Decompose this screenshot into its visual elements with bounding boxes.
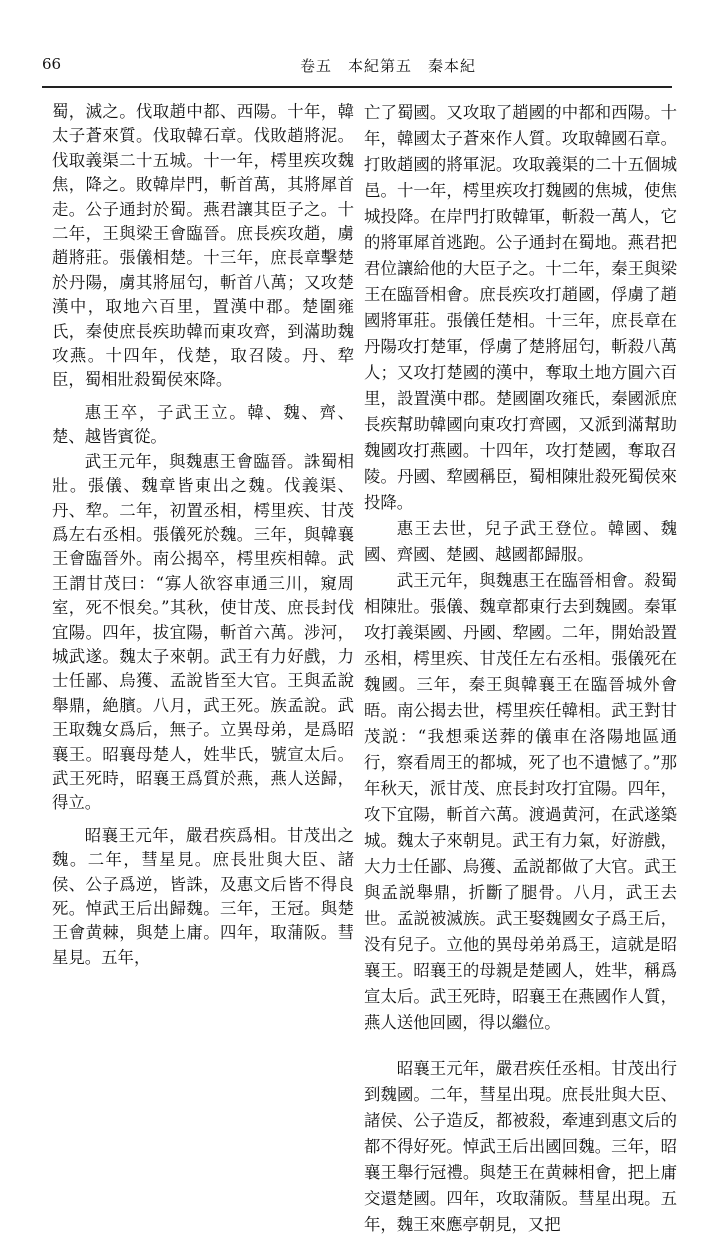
translation-paragraph-2: 惠王去世，兒子武王登位。韓國、魏國、齊國、楚國、越國都歸服。 bbox=[364, 519, 677, 564]
classical-paragraph-1: 蜀，滅之。伐取趙中都、西陽。十年，韓太子蒼來質。伐取韓石章。伐敗趙將泥。伐取義渠二十五城。十一年，樗里疾攻魏焦，降之。敗韓岸門，斬首萬，其將犀首走。公子通封於蜀。燕君讓其臣子之。十二年，王與梁王會臨晉。庶長疾攻趙，虜趙將莊。張儀相楚。十三年，庶長章擊楚於丹陽，虜其將屈匄，斬首八萬；又攻楚漢中，取地六百里，置漢中郡。楚圍雍氏，秦使庶長疾助韓而東攻齊，到滿助魏攻燕。十四年，伐楚，取召陵。丹、犂臣，蜀相壯殺蜀侯來降。 bbox=[52, 102, 354, 390]
classical-paragraph-4: 昭襄王元年，嚴君疾爲相。甘茂出之魏。二年，彗星見。庶長壯與大臣、諸侯、公子爲逆，皆誅，及惠文后皆不得良死。悼武王后出歸魏。三年，王冠。與楚王會黄棘，與楚上庸。四年，取蒲阪。彗星見。五年， bbox=[52, 825, 354, 967]
translation-paragraph-1: 亡了蜀國。又攻取了趙國的中都和西陽。十年，韓國太子蒼來作人質。攻取韓國石章。打敗趙國的將軍泥。攻取義渠的二十五個城邑。十一年，樗里疾攻打魏國的焦城，使焦城投降。在岸門打敗韓軍，斬殺一萬人，它的將軍犀首逃跑。公子通封在蜀地。燕君把君位讓給他的大臣子之。十二年，秦王與梁王在臨晉相會。庶長疾攻打趙國，俘虜了趙國將軍莊。張儀任楚相。十三年，庶長章在丹陽攻打楚軍，俘虜了楚將屈匄，斬殺八萬人；又攻打楚國的漢中，奪取土地方圓六百里，設置漢中郡。楚國圍攻雍氏，秦國派庶長疾幫助韓國向東攻打齊國，又派到滿幫助魏國攻打燕國。十四年，攻打楚國，奪取召陵。丹國、犂國稱臣，蜀相陳壯殺死蜀侯來投降。 bbox=[364, 103, 677, 512]
translation-text-column bbox=[364, 100, 677, 1238]
classical-text-column bbox=[52, 100, 354, 970]
classical-paragraph-2: 惠王卒，子武王立。韓、魏、齊、楚、越皆賓從。 bbox=[52, 402, 354, 447]
page-number: 66 bbox=[42, 55, 62, 73]
header-rule bbox=[42, 86, 672, 88]
translation-paragraph-4: 昭襄王元年，嚴君疾任丞相。甘茂出行到魏國。二年，彗星出現。庶長壯與大臣、諸侯、公子造反，都被殺，牽連到惠文后的都不得好死。悼武王后出國回魏。三年，昭襄王舉行冠禮。與楚王在黄棘相會，把上庸交還楚國。四年，攻取蒲阪。彗星出現。五年，魏王來應亭朝見，又把 bbox=[364, 1059, 677, 1234]
classical-paragraph-3: 武王元年，與魏惠王會臨晉。誅蜀相壯。張儀、魏章皆東出之魏。伐義渠、丹、犂。二年，初置丞相，樗里疾、甘茂爲左右丞相。張儀死於魏。三年，與韓襄王會臨晉外。南公揭卒，樗里疾相韓。武王謂甘茂曰：“寡人欲容車通三川，窺周室，死不恨矣。”其秋，使甘茂、庶長封伐宜陽。四年，拔宜陽，斬首六萬。涉河，城武遂。魏太子來朝。武王有力好戲，力士任鄙、烏獲、孟說皆至大官。王與孟說舉鼎，絶臏。八月，武王死。族孟說。武王取魏女爲后，無子。立異母弟，是爲昭襄王。昭襄母楚人，姓芈氏，號宣太后。武王死時，昭襄王爲質於燕，燕人送歸，得立。 bbox=[52, 451, 354, 813]
translation-paragraph-3: 武王元年，與魏惠王在臨晉相會。殺蜀相陳壯。張儀、魏章都東行去到魏國。秦軍攻打義渠國、丹國、犂國。二年，開始設置丞相，樗里疾、甘茂任左右丞相。張儀死在魏國。三年，秦王與韓襄王在臨晉城外會晤。南公揭去世，樗里疾任韓相。武王對甘茂説：“我想乘送葬的儀車在洛陽地區通行，察看周王的都城，死了也不遺憾了。”那年秋天，派甘茂、庶長封攻打宜陽。四年，攻下宜陽，斬首六萬。渡過黄河，在武遂築城。魏太子來朝見。武王有力氣，好游戲，大力士任鄙、烏獲、孟説都做了大官。武王與孟説舉鼎，折斷了腿骨。八月，武王去世。孟説被滅族。武王娶魏國女子爲王后，没有兒子。立他的異母弟弟爲王，這就是昭襄王。昭襄王的母親是楚國人，姓芈，稱爲宣太后。武王死時，昭襄王在燕國作人質，燕人送他回國，得以繼位。 bbox=[364, 571, 677, 1032]
running-header: 卷五 本紀第五 秦本紀 bbox=[300, 57, 477, 75]
